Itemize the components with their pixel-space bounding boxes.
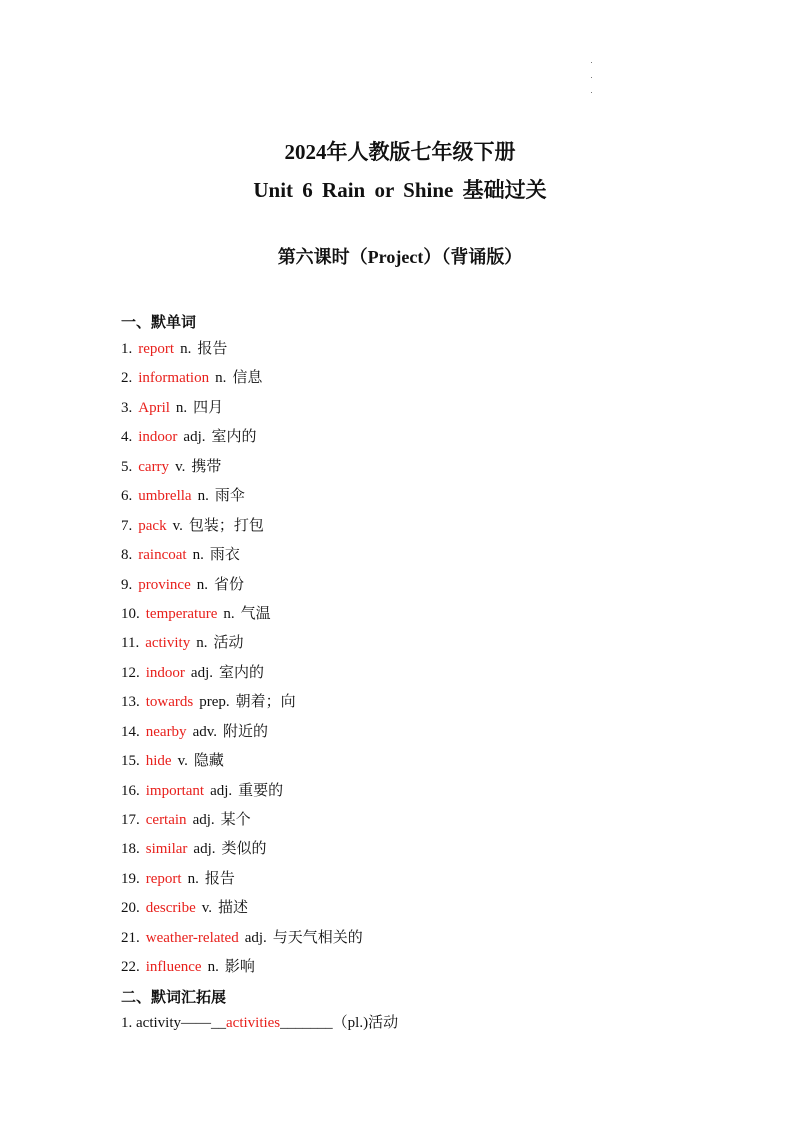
vocab-pos: n. (187, 870, 199, 887)
extension-item (121, 1012, 398, 1034)
vocab-item (121, 780, 363, 809)
vocab-word: indoor (145, 664, 185, 681)
vocab-number: 18. (121, 841, 140, 858)
vocab-meaning: 信息 (232, 370, 263, 387)
vocab-meaning: 雨伞 (214, 488, 245, 505)
vocab-item (121, 750, 363, 779)
extension-answer: activities (226, 1015, 281, 1031)
extension-suffix: _______（pl.)活动 (280, 1015, 399, 1031)
vocab-item (121, 838, 363, 867)
vocab-meaning: 携带 (191, 458, 222, 475)
vocab-meaning: 雨衣 (209, 547, 240, 564)
vocab-word: province (138, 576, 191, 593)
vocab-number: 12. (121, 664, 140, 681)
vocab-number: 20. (121, 900, 140, 917)
vocab-word: hide (145, 753, 172, 770)
vocab-pos: v. (177, 753, 188, 770)
vocab-meaning: 省份 (213, 576, 244, 593)
vocab-word: nearby (145, 723, 187, 740)
vocab-meaning: 描述 (218, 900, 249, 917)
vocab-item (121, 515, 363, 544)
vocab-item (121, 809, 363, 838)
vocab-pos: n. (180, 341, 192, 357)
vocab-word: certain (145, 812, 187, 828)
vocab-number: 21. (121, 929, 140, 946)
vocab-item (121, 397, 363, 426)
vocab-item (121, 721, 363, 750)
vocab-meaning: 气温 (240, 605, 271, 622)
lesson-title: 第六课时（Project）（背诵版） (277, 247, 523, 267)
vocab-number: 9. (121, 576, 133, 593)
vocab-pos: adj. (183, 429, 206, 446)
extension-base: activity——__ (136, 1015, 226, 1031)
vocab-meaning: 重要的 (238, 782, 284, 799)
extension-number: 1. (121, 1015, 133, 1031)
vocab-pos: adv. (192, 723, 217, 740)
vocab-pos: n. (196, 635, 208, 652)
vocab-number: 8. (121, 547, 133, 564)
vocab-word: raincoat (138, 547, 187, 564)
vocab-word: weather-related (145, 929, 239, 946)
unit-title: Unit 6 Rain or Shine 基础过关 (253, 178, 547, 202)
vocab-pos: v. (175, 458, 186, 475)
section-heading-vocab: 一、默单词 (121, 315, 197, 331)
vocab-item (121, 956, 363, 985)
vocab-meaning: 隐藏 (193, 753, 224, 770)
vocab-meaning: 活动 (213, 635, 244, 652)
vocab-word: report (138, 341, 175, 357)
vocab-word: umbrella (138, 488, 192, 505)
corner-dots (591, 62, 597, 107)
vocab-pos: adj. (190, 664, 213, 681)
vocab-word: towards (145, 694, 194, 711)
vocab-number: 11. (121, 635, 140, 652)
dot (591, 92, 592, 93)
vocab-word: activity (145, 635, 191, 652)
vocab-word: important (145, 782, 205, 799)
vocab-number: 2. (121, 370, 133, 387)
vocab-pos: adj. (244, 929, 267, 946)
vocab-item (121, 544, 363, 573)
vocab-number: 4. (121, 429, 133, 446)
vocab-word: carry (138, 458, 170, 475)
vocab-meaning: 类似的 (221, 841, 267, 858)
vocab-pos: n. (215, 370, 227, 387)
vocab-item (121, 426, 363, 455)
vocab-pos: n. (175, 399, 188, 416)
vocab-number: 13. (121, 694, 140, 711)
vocab-pos: n. (207, 959, 219, 976)
vocab-meaning: 附近的 (223, 723, 269, 740)
vocab-item (121, 662, 363, 691)
vocab-item (121, 897, 363, 926)
vocab-word: similar (145, 841, 188, 858)
vocab-number: 1. (121, 341, 133, 357)
vocab-item (121, 456, 363, 485)
vocab-meaning: 报告 (204, 870, 235, 887)
vocab-word: April (138, 399, 170, 416)
vocab-meaning: 室内的 (219, 664, 265, 681)
vocab-item (121, 574, 363, 603)
vocab-pos: v. (172, 517, 183, 534)
vocab-meaning: 与天气相关的 (272, 929, 363, 946)
vocab-number: 15. (121, 753, 140, 770)
vocab-meaning: 报告 (197, 341, 228, 357)
vocab-number: 19. (121, 870, 140, 887)
vocab-pos: n. (223, 605, 235, 622)
vocab-number: 17. (121, 812, 140, 828)
vocab-word: influence (145, 959, 202, 976)
vocab-item (121, 603, 363, 632)
vocab-word: describe (145, 900, 196, 917)
vocab-list (121, 338, 363, 986)
vocab-word: report (145, 870, 182, 887)
vocab-item (121, 927, 363, 956)
vocab-pos: prep. (199, 694, 230, 711)
vocab-item (121, 338, 363, 367)
vocab-meaning: 某个 (220, 812, 251, 828)
vocab-number: 5. (121, 458, 133, 475)
vocab-meaning: 室内的 (211, 429, 257, 446)
document-title: 2024年人教版七年级下册 (284, 140, 516, 164)
vocab-pos: n. (192, 547, 204, 564)
vocab-meaning: 朝着；向 (235, 694, 296, 711)
vocab-pos: n. (197, 488, 209, 505)
vocab-number: 7. (121, 517, 133, 534)
vocab-word: temperature (145, 605, 218, 622)
vocab-item (121, 868, 363, 897)
vocab-meaning: 包装；打包 (188, 517, 264, 534)
vocab-word: indoor (138, 429, 178, 446)
vocab-pos: adj. (210, 782, 233, 799)
vocab-item (121, 367, 363, 396)
vocab-number: 16. (121, 782, 140, 799)
section-heading-extension: 二、默词汇拓展 (121, 990, 227, 1006)
vocab-number: 6. (121, 488, 133, 505)
vocab-meaning: 影响 (224, 959, 255, 976)
vocab-number: 22. (121, 959, 140, 976)
vocab-word: information (138, 370, 210, 387)
vocab-number: 10. (121, 605, 140, 622)
vocab-pos: adj. (193, 841, 216, 858)
vocab-item (121, 691, 363, 720)
vocab-pos: adj. (192, 812, 215, 828)
vocab-meaning: 四月 (193, 399, 224, 416)
vocab-number: 3. (121, 399, 133, 416)
vocab-number: 14. (121, 723, 140, 740)
vocab-item (121, 485, 363, 514)
dot (591, 77, 592, 78)
vocab-pos: v. (201, 900, 213, 917)
vocab-item (121, 632, 363, 661)
dot (591, 62, 592, 63)
vocab-word: pack (138, 517, 167, 534)
vocab-pos: n. (196, 576, 208, 593)
